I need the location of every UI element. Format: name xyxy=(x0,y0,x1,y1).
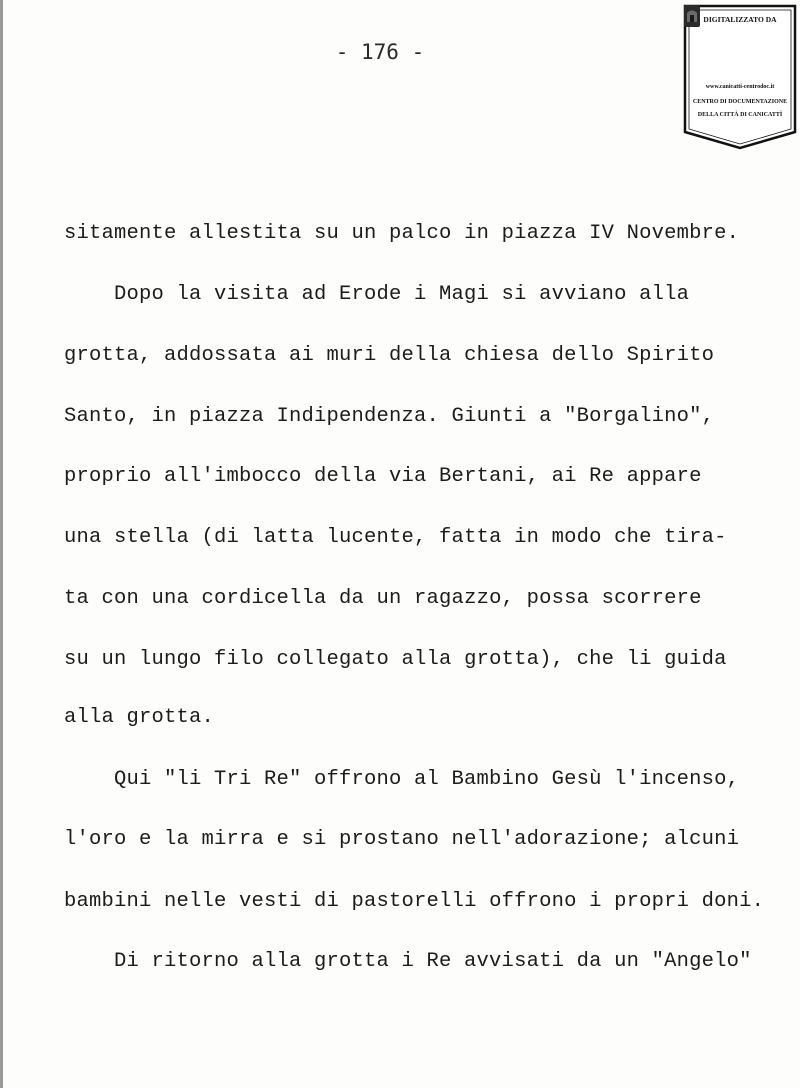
text-line: grotta, addossata ai muri della chiesa dello Spirito xyxy=(64,344,715,367)
text-line: una stella (di latta lucente, fatta in modo che tira- xyxy=(64,526,727,549)
text-line: l'oro e la mirra e si prostano nell'adorazione; alcuni xyxy=(64,828,740,851)
text-line: sitamente allestita su un palco in piazza IV Novembre. xyxy=(64,222,740,245)
text-line: alla grotta. xyxy=(64,706,215,729)
digitization-stamp xyxy=(683,4,797,150)
text-line: Santo, in piazza Indipendenza. Giunti a "Borgalino", xyxy=(64,405,715,428)
text-line: proprio all'imbocco della via Bertani, ai Re appare xyxy=(64,465,702,488)
page-number: - 176 - xyxy=(335,40,425,64)
stamp-heading: DIGITALIZZATO DA xyxy=(703,15,777,24)
text-line: Qui "li Tri Re" offrono al Bambino Gesù l'incenso, xyxy=(114,768,740,791)
text-line: Di ritorno alla grotta i Re avvisati da un "Angelo" xyxy=(114,950,752,973)
text-line: bambini nelle vesti di pastorelli offrono i propri doni. xyxy=(64,890,765,913)
text-line: Dopo la visita ad Erode i Magi si avviano alla xyxy=(114,283,690,306)
stamp-org-line-2: DELLA CITTÀ DI CANICATTÌ xyxy=(697,112,783,118)
stamp-url: www.canicatti-centrodoc.it xyxy=(705,84,775,90)
stamp-org-line-1: CENTRO DI DOCUMENTAZIONE xyxy=(692,99,788,105)
text-line: ta con una cordicella da un ragazzo, possa scorrere xyxy=(64,587,702,610)
text-line: su un lungo filo collegato alla grotta), che li guida xyxy=(64,648,727,671)
city-crest-icon xyxy=(683,4,701,28)
page-edge xyxy=(0,0,3,1088)
